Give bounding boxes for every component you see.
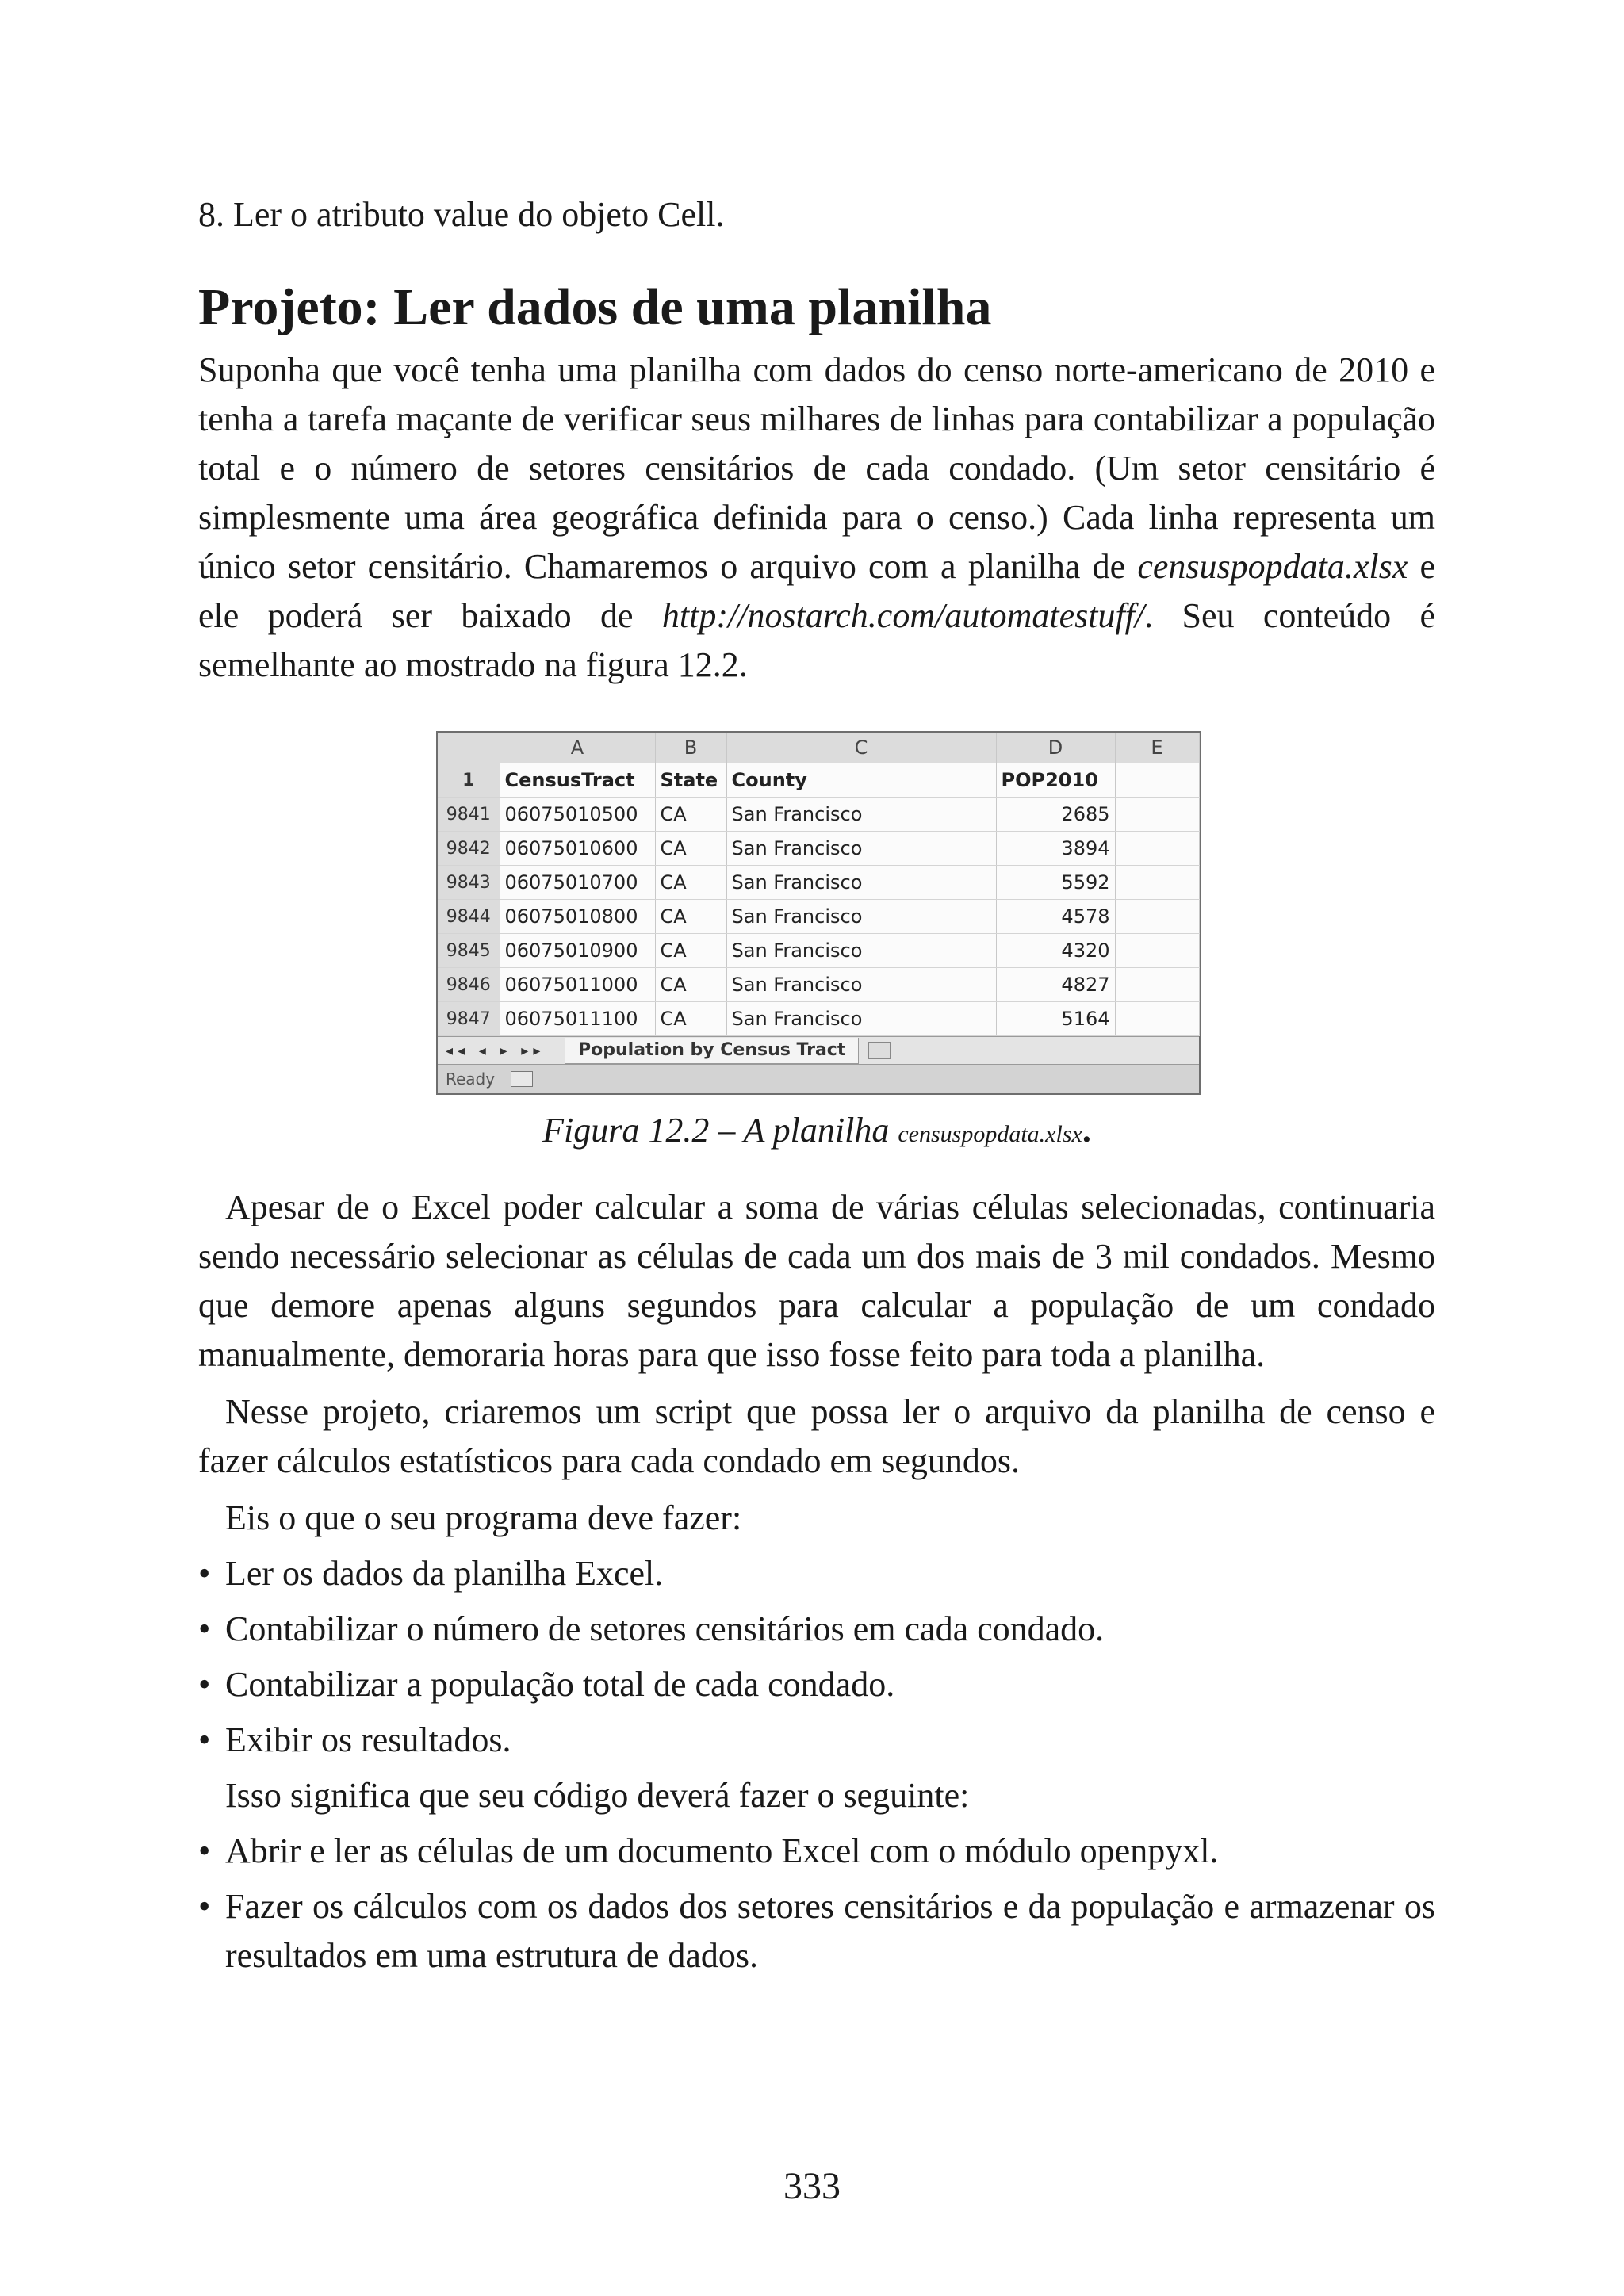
cell[interactable]: POP2010: [996, 763, 1115, 798]
caption-text: Figura 12.2 – A planilha: [542, 1111, 898, 1150]
cell[interactable]: 06075010800: [500, 900, 655, 934]
cell[interactable]: 06075010500: [500, 798, 655, 832]
page-content: [198, 190, 1435, 1987]
sheet-nav-arrows-icon[interactable]: ◂◂ ◂ ▸ ▸▸: [446, 1042, 546, 1059]
para1-text-c: . Seu conteúdo é semelhante ao mostrado na figura 12.2.: [198, 596, 1435, 684]
paragraph-excel: Apesar de o Excel poder calcular a soma de várias células selecionadas, continuaria sendo necessário selecionar as células de cada um dos mais de 3 mil condados. Mesmo que demore apenas alguns segundos para calcular a população de um condado manualmente, demoraria horas para que isso fosse feito para toda a planilha.: [198, 1188, 1435, 1374]
cell[interactable]: [1115, 832, 1199, 866]
spreadsheet-grid: [438, 733, 1200, 1036]
list-item: [198, 1605, 1435, 1654]
sheet-tab-bar: [438, 1036, 1199, 1064]
cell[interactable]: 5592: [996, 866, 1115, 900]
para1-text-b: e ele poderá ser baixado de: [198, 547, 1436, 635]
row-number[interactable]: 9842: [438, 832, 500, 866]
list-item: [198, 1716, 1435, 1765]
cell[interactable]: San Francisco: [726, 968, 996, 1002]
spreadsheet: [436, 731, 1201, 1095]
page-number: 333: [783, 2165, 841, 2207]
cell[interactable]: 4827: [996, 968, 1115, 1002]
code-task-list: [198, 1827, 1435, 1980]
cell[interactable]: 4578: [996, 900, 1115, 934]
list-item: [198, 1660, 1435, 1709]
select-all-corner[interactable]: [438, 733, 500, 763]
table-row: [438, 1002, 1199, 1036]
sheet-tab-population[interactable]: Population by Census Tract: [565, 1038, 859, 1064]
bullet: •: [198, 1831, 211, 1870]
cell[interactable]: County: [726, 763, 996, 798]
list-item-text: Fazer os cálculos com os dados dos setores censitários e da população e armazenar os resultados em uma estrutura de dados.: [225, 1887, 1435, 1975]
cell[interactable]: CensusTract: [500, 763, 655, 798]
intro-line: 8. Ler o atributo value do objeto Cell.: [198, 195, 725, 234]
cell[interactable]: [1115, 866, 1199, 900]
paragraph-code-tasks: Isso significa que seu código deverá fazer o seguinte:: [225, 1776, 970, 1815]
paragraph-project: Nesse projeto, criaremos um script que possa ler o arquivo da planilha de censo e fazer cálculos estatísticos para cada condado em segundos.: [198, 1392, 1435, 1480]
cell[interactable]: 4320: [996, 934, 1115, 968]
section-heading: Projeto: Ler dados de uma planilha: [198, 278, 992, 336]
cell[interactable]: 06075010700: [500, 866, 655, 900]
list-item-text: Exibir os resultados.: [225, 1720, 511, 1759]
cell[interactable]: [1115, 968, 1199, 1002]
figure-caption: [436, 1106, 1197, 1159]
cell[interactable]: 5164: [996, 1002, 1115, 1036]
list-item: [198, 1827, 1435, 1876]
cell[interactable]: [1115, 900, 1199, 934]
cell[interactable]: 06075011000: [500, 968, 655, 1002]
cell[interactable]: [1115, 1002, 1199, 1036]
status-bar: [438, 1064, 1199, 1093]
cell[interactable]: [1115, 798, 1199, 832]
download-url: http://nostarch.com/automatestuff/: [661, 596, 1145, 635]
paragraph-program-tasks: Eis o que o seu programa deve fazer:: [225, 1498, 742, 1537]
bullet: •: [198, 1887, 211, 1926]
row-number[interactable]: 9844: [438, 900, 500, 934]
column-header-a[interactable]: A: [500, 733, 655, 763]
list-item: [198, 1882, 1435, 1980]
table-row: [438, 866, 1199, 900]
cell[interactable]: San Francisco: [726, 1002, 996, 1036]
cell[interactable]: 06075010900: [500, 934, 655, 968]
row-number[interactable]: 1: [438, 763, 500, 798]
cell[interactable]: 06075011100: [500, 1002, 655, 1036]
bullet: •: [198, 1665, 211, 1704]
insert-sheet-icon[interactable]: [868, 1042, 891, 1059]
cell[interactable]: San Francisco: [726, 934, 996, 968]
cell[interactable]: CA: [655, 900, 726, 934]
row-number[interactable]: 9847: [438, 1002, 500, 1036]
table-row: [438, 968, 1199, 1002]
table-row: [438, 900, 1199, 934]
file-name: censuspopdata.xlsx: [1137, 547, 1408, 586]
cell[interactable]: San Francisco: [726, 900, 996, 934]
table-row: [438, 832, 1199, 866]
list-item: [198, 1549, 1435, 1598]
column-header-b[interactable]: B: [655, 733, 726, 763]
cell[interactable]: [1115, 934, 1199, 968]
cell[interactable]: CA: [655, 968, 726, 1002]
cell[interactable]: CA: [655, 798, 726, 832]
table-row: [438, 763, 1199, 798]
status-text: Ready: [446, 1070, 496, 1089]
row-number[interactable]: 9841: [438, 798, 500, 832]
cell[interactable]: 2685: [996, 798, 1115, 832]
row-number[interactable]: 9845: [438, 934, 500, 968]
row-number[interactable]: 9846: [438, 968, 500, 1002]
cell[interactable]: CA: [655, 1002, 726, 1036]
caption-file: censuspopdata.xlsx: [898, 1121, 1082, 1147]
table-row: [438, 798, 1199, 832]
table-row: [438, 934, 1199, 968]
cell[interactable]: 3894: [996, 832, 1115, 866]
column-header-row: [438, 733, 1199, 763]
cell[interactable]: San Francisco: [726, 798, 996, 832]
bullet: •: [198, 1609, 211, 1648]
column-header-e[interactable]: E: [1115, 733, 1199, 763]
bullet: •: [198, 1554, 211, 1593]
paragraph-intro: [198, 346, 1435, 690]
list-item-text: Abrir e ler as células de um documento Excel com o módulo openpyxl.: [225, 1831, 1219, 1870]
cell[interactable]: CA: [655, 832, 726, 866]
bullet: •: [198, 1720, 211, 1759]
column-header-c[interactable]: C: [726, 733, 996, 763]
cell[interactable]: State: [655, 763, 726, 798]
cell[interactable]: CA: [655, 866, 726, 900]
caption-dot: .: [1082, 1111, 1091, 1150]
row-number[interactable]: 9843: [438, 866, 500, 900]
macro-record-icon[interactable]: [511, 1071, 533, 1087]
list-item-text: Contabilizar a população total de cada condado.: [225, 1665, 895, 1704]
column-header-d[interactable]: D: [996, 733, 1115, 763]
cell[interactable]: [1115, 763, 1199, 798]
para1-text-a: Suponha que você tenha uma planilha com dados do censo norte-americano de 2010 e tenha a tarefa maçante de verificar seus milhares de linhas para contabilizar a população total e o número de setores censitários de cada condado. (Um setor censitário é simplesmente uma área geográfica definida para o censo.) Cada linha representa um único setor censitário. Chamaremos o arquivo com a planilha de: [198, 350, 1435, 586]
cell[interactable]: San Francisco: [726, 832, 996, 866]
cell[interactable]: San Francisco: [726, 866, 996, 900]
task-list: [198, 1549, 1435, 1765]
cell[interactable]: 06075010600: [500, 832, 655, 866]
figure-spreadsheet: [436, 731, 1197, 1159]
list-item-text: Ler os dados da planilha Excel.: [225, 1554, 664, 1593]
list-item-text: Contabilizar o número de setores censitários em cada condado.: [225, 1609, 1105, 1648]
cell[interactable]: CA: [655, 934, 726, 968]
